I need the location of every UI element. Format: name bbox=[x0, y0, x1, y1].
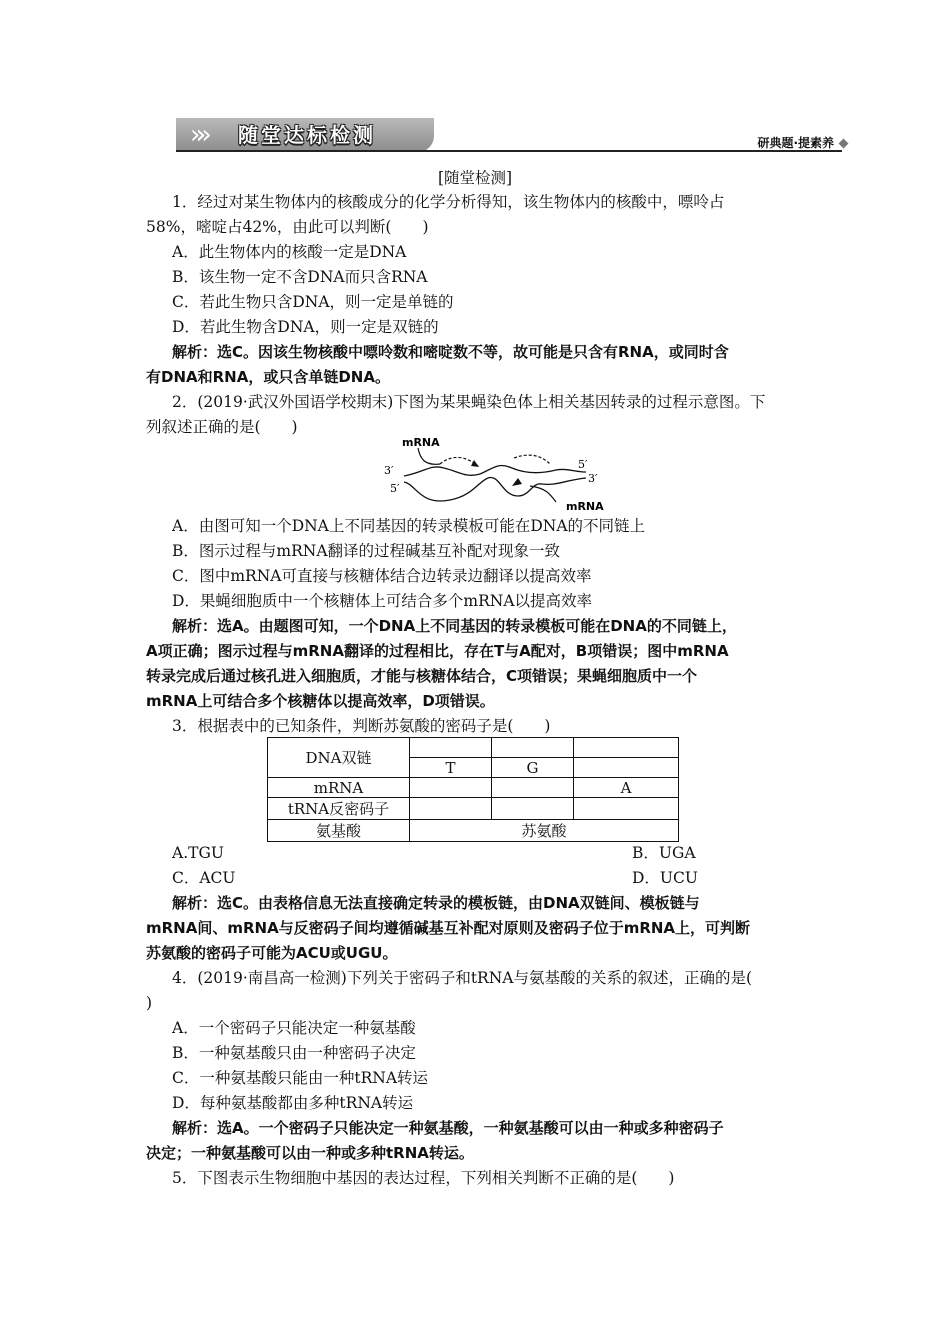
q3-answer-cont2: 苏氨酸的密码子可能为ACU或UGU。 bbox=[146, 944, 398, 962]
q4-answer-cont: 决定；一种氨基酸可以由一种或多种tRNA转运。 bbox=[146, 1144, 474, 1162]
q2-option-c: C．图中mRNA可直接与核糖体结合边转录边翻译以提高效率 bbox=[172, 567, 592, 585]
q3-stem: 3．根据表中的已知条件，判断苏氨酸的密码子是( ) bbox=[172, 717, 551, 735]
cell-dna-label: DNA双链 bbox=[268, 738, 410, 778]
q4-answer: 解析：选A。一个密码子只能决定一种氨基酸，一种氨基酸可以由一种或多种密码子 bbox=[172, 1119, 724, 1137]
mrna-arrowhead-right bbox=[512, 478, 522, 486]
cell-dna-t: T bbox=[410, 758, 492, 778]
fig-label-3-left: 3′ bbox=[384, 464, 394, 477]
q2-answer-cont1: A项正确；图示过程与mRNA翻译的过程相比，存在T与A配对，B项错误；图中mRNA bbox=[146, 642, 729, 660]
cell-trna-c bbox=[574, 798, 679, 820]
header-rule bbox=[176, 150, 842, 152]
q4-stem: 4．(2019·南昌高一检测)下列关于密码子和tRNA与氨基酸的关系的叙述，正确的是( bbox=[172, 969, 753, 987]
header-tag: 研典题·提素养 bbox=[757, 134, 847, 151]
mrna-strand-left bbox=[418, 448, 440, 464]
q2-option-b: B．图示过程与mRNA翻译的过程碱基互补配对现象一致 bbox=[172, 542, 561, 560]
cell-mrna-label: mRNA bbox=[268, 778, 410, 798]
fig-label-5-right: 5′ bbox=[578, 458, 588, 471]
cell-dna-1b bbox=[492, 738, 574, 758]
section-title: [随堂检测] bbox=[437, 169, 513, 187]
cell-mrna-a bbox=[410, 778, 492, 798]
section-banner bbox=[176, 118, 434, 152]
fig-label-5-left: 5′ bbox=[390, 482, 400, 495]
q2-option-d: D．果蝇细胞质中一个核糖体上可结合多个mRNA以提高效率 bbox=[172, 592, 593, 610]
q3-option-a: A.TGU bbox=[172, 844, 224, 862]
cell-trna-label: tRNA反密码子 bbox=[268, 798, 410, 820]
q1-stem: 1．经过对某生物体内的核酸成分的化学分析得知，该生物体内的核酸中，嘌呤占 bbox=[172, 193, 725, 211]
q2-answer-cont2: 转录完成后通过核孔进入细胞质，才能与核糖体结合，C项错误；果蝇细胞质中一个 bbox=[146, 667, 698, 685]
codon-table bbox=[267, 737, 679, 842]
q3-answer: 解析：选C。由表格信息无法直接确定转录的模板链，由DNA双链间、模板链与 bbox=[172, 894, 700, 912]
mrna-arrow-right bbox=[514, 455, 550, 464]
q2-answer: 解析：选A。由题图可知，一个DNA上不同基因的转录模板可能在DNA的不同链上， bbox=[172, 617, 737, 635]
q4-option-a: A．一个密码子只能决定一种氨基酸 bbox=[172, 1019, 416, 1037]
q3-option-d: D．UCU bbox=[632, 869, 698, 887]
q3-option-b: B．UGA bbox=[632, 844, 696, 862]
q1-answer: 解析：选C。因该生物核酸中嘌呤数和嘧啶数不等，故可能是只含有RNA，或同时含 bbox=[172, 343, 729, 361]
q2-stem: 2．(2019·武汉外国语学校期末)下图为某果蝇染色体上相关基因转录的过程示意图。下 bbox=[172, 393, 766, 411]
cell-dna-1c bbox=[574, 738, 679, 758]
q4-option-c: C．一种氨基酸只能由一种tRNA转运 bbox=[172, 1069, 429, 1087]
q1-option-d: D．若此生物含DNA，则一定是双链的 bbox=[172, 318, 439, 336]
mrna-arrowhead-left bbox=[471, 460, 479, 467]
dna-strand-upper bbox=[404, 466, 586, 476]
cell-mrna-c: A bbox=[574, 778, 679, 798]
q4-option-b: B．一种氨基酸只由一种密码子决定 bbox=[172, 1044, 416, 1062]
q2-answer-cont3: mRNA上可结合多个核糖体以提高效率，D项错误。 bbox=[146, 692, 495, 710]
q5-stem: 5．下图表示生物细胞中基因的表达过程，下列相关判断不正确的是( ) bbox=[172, 1169, 675, 1187]
cell-trna-a bbox=[410, 798, 492, 820]
q1-option-b: B．该生物一定不含DNA而只含RNA bbox=[172, 268, 428, 286]
fig-label-3-right: 3′ bbox=[588, 472, 598, 485]
chevron-icon: »» bbox=[190, 120, 202, 150]
cell-aa-value: 苏氨酸 bbox=[410, 820, 679, 842]
q1-stem-cont: 58%，嘧啶占42%，由此可以判断( ) bbox=[146, 218, 429, 236]
q1-option-c: C．若此生物只含DNA，则一定是单链的 bbox=[172, 293, 454, 311]
cell-aa-label: 氨基酸 bbox=[268, 820, 410, 842]
q2-stem-cont: 列叙述正确的是( ) bbox=[146, 418, 298, 436]
fig-label-mrna-bottom: mRNA bbox=[566, 500, 604, 513]
dna-strand-lower bbox=[404, 478, 586, 502]
cell-dna-1a bbox=[410, 738, 492, 758]
mrna-strand-right bbox=[530, 486, 556, 502]
cell-mrna-b bbox=[492, 778, 574, 798]
q1-answer-cont: 有DNA和RNA，或只含单链DNA。 bbox=[146, 368, 390, 386]
q4-option-d: D．每种氨基酸都由多种tRNA转运 bbox=[172, 1094, 414, 1112]
diamond-icon bbox=[839, 139, 849, 149]
q1-option-a: A．此生物体内的核酸一定是DNA bbox=[172, 243, 407, 261]
q3-option-c: C．ACU bbox=[172, 869, 236, 887]
cell-dna-g: G bbox=[492, 758, 574, 778]
q3-answer-cont1: mRNA间、mRNA与反密码子间均遵循碱基互补配对原则及密码子位于mRNA上，可判断 bbox=[146, 919, 751, 937]
cell-dna-2c bbox=[574, 758, 679, 778]
cell-trna-b bbox=[492, 798, 574, 820]
banner-title: 随堂达标检测 bbox=[238, 123, 376, 147]
q2-option-a: A．由图可知一个DNA上不同基因的转录模板可能在DNA的不同链上 bbox=[172, 517, 646, 535]
transcription-figure bbox=[380, 434, 610, 514]
q4-stem-cont: ) bbox=[146, 994, 153, 1012]
fig-label-mrna-top: mRNA bbox=[402, 436, 440, 449]
